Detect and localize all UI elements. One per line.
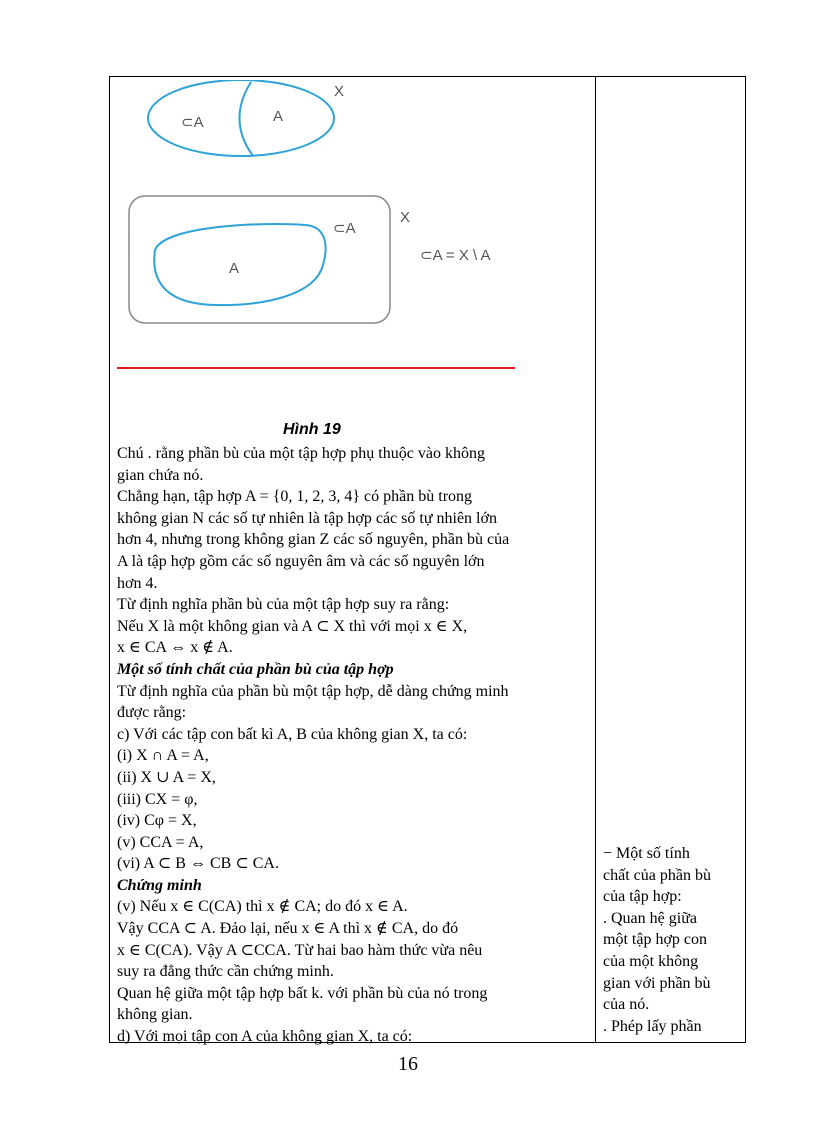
main-line: Từ định nghĩa phần bù của một tập hợp suy ra rằng: — [117, 596, 450, 614]
complement-formula: ⊂A = X \ A — [420, 247, 491, 264]
main-line: suy ra đẳng thức cần chứng minh. — [117, 963, 334, 981]
main-line: A là tập hợp gồm các số nguyên âm và các số nguyên lớn — [117, 552, 485, 570]
red-divider — [117, 367, 515, 369]
top-set-label: A — [273, 108, 284, 125]
side-line: của nó. — [603, 996, 650, 1014]
top-complement-label: ⊂A — [181, 114, 204, 131]
bottom-set-ellipse — [154, 224, 325, 305]
main-line: x ∈ CA ⇔ x ∉ A. — [117, 639, 233, 657]
main-line: Chú . rằng phần bù của một tập hợp phụ thuộc vào không — [117, 445, 485, 462]
side-line: − Một số tính — [603, 845, 690, 862]
side-line: . Phép lấy phần — [603, 1017, 702, 1035]
main-line: (v) Nếu x ∈ C(CA) thì x ∉ CA; do đó x ∈ A. — [117, 898, 408, 916]
side-line: chất của phần bù — [603, 866, 711, 884]
bottom-set-label: A — [229, 260, 240, 277]
main-line: không gian. — [117, 1006, 193, 1024]
bottom-space-label: X — [400, 209, 411, 226]
main-line: hơn 4. — [117, 574, 158, 592]
main-line: (vi) A ⊂ B ⇔ CB ⊂ CA. — [117, 855, 279, 873]
side-line: của tập hợp: — [603, 888, 682, 906]
main-line: (v) CCA = A, — [117, 833, 204, 851]
top-outer-ellipse — [148, 80, 334, 156]
section-heading: Một số tính chất của phần bù của tập hợp — [117, 660, 394, 678]
main-line: x ∈ C(CA). Vậy A ⊂CCA. Từ hai bao hàm thức vừa nêu — [117, 941, 483, 959]
main-line: (i) X ∩ A = A, — [117, 747, 209, 765]
side-column-text — [603, 843, 741, 1037]
main-line: (ii) X ∪ A = X, — [117, 768, 216, 786]
main-line: Từ định nghĩa của phần bù một tập hợp, dễ dàng chứng minh — [117, 682, 509, 700]
figure-caption: Hình 19 — [283, 421, 341, 438]
column-divider — [595, 76, 596, 1043]
main-line: (iv) Cφ = X, — [117, 812, 197, 830]
top-divider-curve — [239, 82, 253, 156]
main-line: c) Với các tập con bất kì A, B của không gian X, ta có: — [117, 725, 468, 743]
main-line: Vậy CCA ⊂ A. Đảo lại, nếu x ∈ A thì x ∉ CA, do đó — [117, 920, 459, 938]
side-line: của một không — [603, 952, 699, 970]
side-line: một tập hợp con — [603, 931, 707, 949]
main-line: Chẳng hạn, tập hợp A = {0, 1, 2, 3, 4} có phần bù trong — [117, 488, 473, 506]
main-line: được rằng: — [117, 704, 187, 722]
venn-figure — [115, 80, 595, 380]
side-line: . Quan hệ giữa — [603, 909, 697, 927]
bottom-complement-label: ⊂A — [333, 220, 356, 237]
main-line: gian chứa nó. — [117, 466, 204, 484]
main-line: (iii) CX = φ, — [117, 790, 198, 808]
main-line: Nếu X là một không gian và A ⊂ X thì với mọi x ∈ X, — [117, 617, 468, 635]
page-number: 16 — [398, 1053, 418, 1075]
bottom-universe-rect — [129, 196, 390, 323]
main-line: d) Với mọi tập con A của không gian X, ta có: — [117, 1028, 413, 1046]
main-line: không gian N các số tự nhiên là tập hợp các số tự nhiên lớn — [117, 509, 497, 527]
proof-heading: Chứng minh — [117, 876, 202, 894]
side-line: gian với phần bù — [603, 974, 711, 992]
main-line: hơn 4, nhưng trong không gian Z các số nguyên, phần bù của — [117, 531, 510, 549]
main-line: Quan hệ giữa một tập hợp bất k. với phần bù của nó trong — [117, 984, 488, 1002]
top-space-label: X — [334, 83, 345, 100]
main-column-text — [117, 443, 593, 1048]
